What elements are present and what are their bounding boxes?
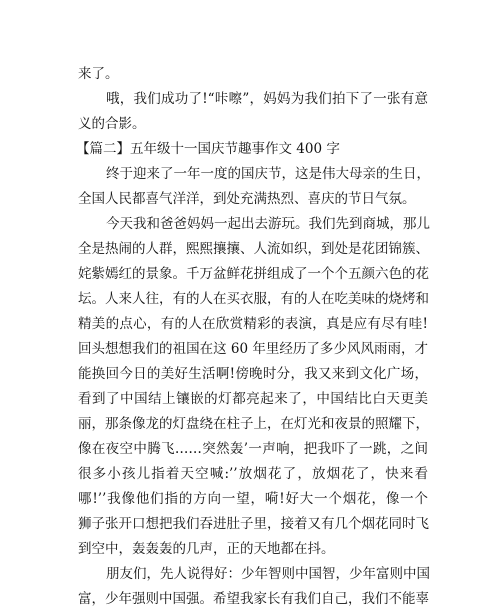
article-body (78, 62, 428, 612)
text-line: 丽，那条像龙的灯盘绕在柱子上，在灯光和夜景的照耀下， (78, 416, 429, 432)
text-line: 义的合影。 (78, 116, 146, 132)
text-line: 到空中，轰轰轰的几声，正的天地都在抖。 (78, 541, 335, 557)
text-line: 全是热闹的人群，熙熙攘攘、人流如织，到处是花团锦簇、 (78, 241, 429, 257)
text-line: 回头想想我们的祖国在这 60 年里经历了多少风风雨雨，才 (78, 341, 428, 357)
text-line: 很多小孩儿指着天空喊:’’放烟花了，放烟花了，快来看 (78, 466, 428, 482)
section-heading: 【篇二】五年级十一国庆节趣事作文 400 字 (76, 141, 340, 157)
text-line: 哪!’’我像他们指的方向一望，嗬!好大一个烟花，像一个 (78, 491, 428, 507)
text-line: 坛。人来人往，有的人在买衣服，有的人在吃美味的烧烤和 (78, 291, 429, 307)
text-line: 看到了中国结上镶嵌的灯都亮起来了，中国结比白天更美 (78, 391, 428, 407)
text-line: 来了。 (78, 66, 119, 82)
text-line: 富，少年强则中国强。希望我家长有我们自己，我们不能辜 (78, 591, 429, 607)
text-line: 全国人民都喜气洋洋，到处充满热烈、喜庆的节日气氛。 (78, 191, 416, 207)
text-line: 朋友们，先人说得好：少年智则中国智，少年富则中国 (106, 566, 430, 582)
text-line: 精美的点心，有的人在欣赏精彩的表演，真是应有尽有哇! (78, 316, 428, 332)
text-line: 今天我和爸爸妈妈一起出去游玩。我们先到商城，那儿 (106, 216, 430, 232)
text-line: 像在夜空中腾飞……突然轰’一声响，把我吓了一跳，之间 (78, 441, 428, 457)
text-line: 能换回今日的美好生活啊!傍晚时分，我又来到文化广场， (78, 366, 428, 382)
text-line: 狮子张开口想把我们吞进肚子里，接着又有几个烟花同时飞 (78, 516, 429, 532)
text-line: 哦，我们成功了!“咔嚓”，妈妈为我们拍下了一张有意 (106, 91, 428, 107)
text-line: 姹紫嫣红的景象。千万盆鲜花拼组成了一个个五颜六色的花 (78, 266, 429, 282)
text-line: 终于迎来了一年一度的国庆节，这是伟大母亲的生日， (106, 166, 430, 182)
